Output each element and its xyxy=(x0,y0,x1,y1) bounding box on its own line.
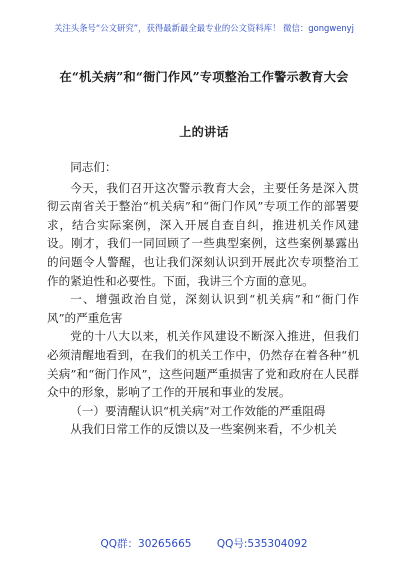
footer-qq-number: QQ号:535304092 xyxy=(216,538,308,550)
footer-contacts xyxy=(0,536,408,551)
paragraph-intro: 今天，我们召开这次警示教育大会，主要任务是深入贯彻云南省关于整治“机关病”和“衙门作风”专项工作的部署要求，结合实际案例，深入开展自查自纠，推进机关作风建设。刚才，我们一同回顾了一些典型案例，这些案例暴露出的问题令人警醒，也让我们深刻认识到开展此次专项整治工作的紧迫性和必要性。下面，我讲三个方面的意见。 xyxy=(47,180,359,288)
footer-qq-group: QQ群：30265665 xyxy=(100,538,192,550)
paragraph-subsection-1: 从我们日常工作的反馈以及一些案例来看，不少机关 xyxy=(70,422,337,437)
subsection-heading-1: （一）要清醒认识“机关病”对工作效能的严重阻碍 xyxy=(70,403,326,418)
section-heading-1: 一、增强政治自觉，深刻认识到“机关病”和“衙门作风”的严重危害 xyxy=(47,292,359,325)
document-title-line2: 上的讲话 xyxy=(179,125,229,139)
salutation: 同志们： xyxy=(70,160,117,174)
header-notice: 关注头条号“公文研究”，获得最新最全最专业的公文资料库！ 微信：gongwenyj xyxy=(54,23,354,33)
paragraph-section-1: 党的十八大以来，机关作风建设不断深入推进，但我们必须清醒地看到，在我们的机关工作中，仍然存在着各种“机关病”和“衙门作风”，这些问题严重损害了党和政府在人民群众中的形象，影响了工作的开展和事业的发展。 xyxy=(47,329,359,400)
document-title-line1: 在“机关病”和“衙门作风”专项整治工作警示教育大会 xyxy=(59,70,349,84)
document-body xyxy=(47,158,359,439)
